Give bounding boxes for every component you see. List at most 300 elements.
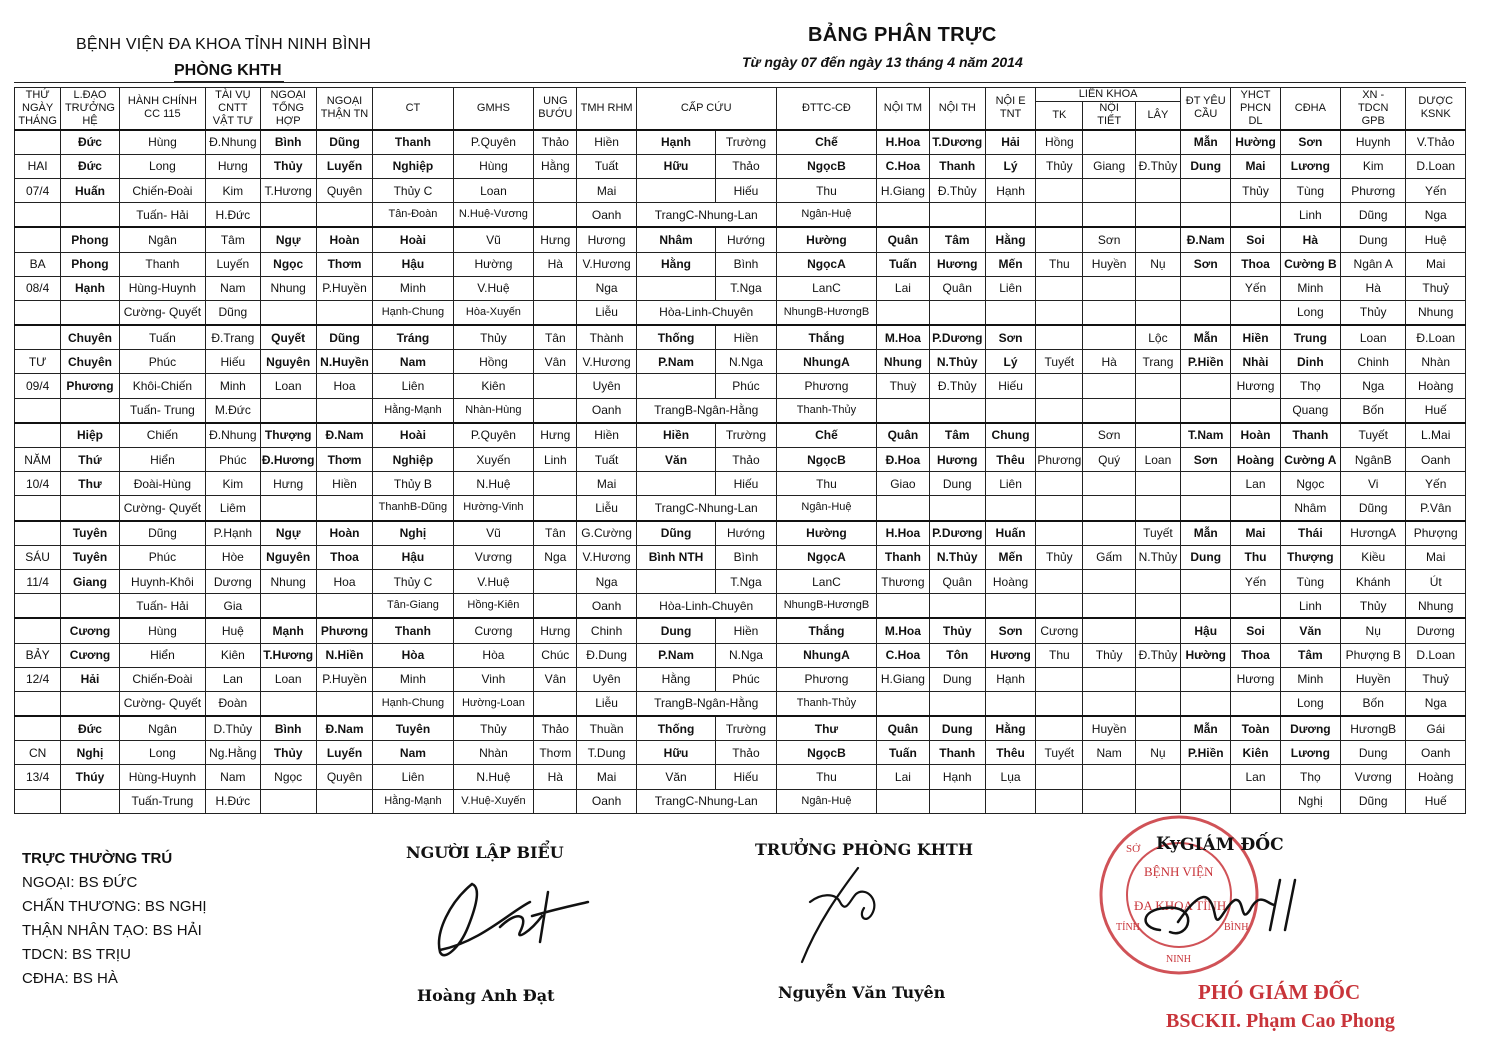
schedule-cell: Thủy [453, 325, 533, 350]
schedule-cell: N.Huyền [316, 350, 372, 374]
schedule-cell: Nga [1406, 203, 1466, 228]
schedule-cell: Cường- Quyết [119, 691, 206, 716]
schedule-cell: Dương [206, 569, 260, 593]
table-row [15, 374, 1466, 398]
schedule-cell: T.Dương [929, 130, 985, 155]
schedule-cell: Dũng [1341, 496, 1406, 521]
col-header-tk: TK [1036, 102, 1083, 130]
schedule-cell: Hằng [534, 154, 577, 178]
schedule-cell: N.Nga [716, 643, 776, 667]
day-cell [15, 325, 61, 350]
schedule-cell [1036, 227, 1083, 252]
schedule-cell [929, 398, 985, 423]
col-header-ct: CT [373, 88, 453, 130]
col-header-dttc: ĐTTC-CĐ [776, 88, 877, 130]
schedule-cell [1083, 496, 1135, 521]
schedule-cell: Uyên [577, 374, 636, 398]
schedule-cell: Loan [1135, 448, 1180, 472]
schedule-cell [1083, 398, 1135, 423]
schedule-cell [1135, 496, 1180, 521]
schedule-cell: Tuyên [373, 716, 453, 741]
schedule-cell: Kiều [1341, 545, 1406, 569]
schedule-cell [316, 789, 372, 813]
schedule-cell [929, 789, 985, 813]
schedule-cell [1135, 765, 1180, 789]
schedule-cell: P.Hạnh [206, 521, 260, 546]
schedule-cell [1036, 521, 1083, 546]
day-cell [15, 618, 61, 643]
schedule-cell: Chiến [119, 423, 206, 448]
schedule-cell: Thọ [1280, 374, 1340, 398]
schedule-cell: Nhàn-Hùng [453, 398, 533, 423]
schedule-cell: Cường- Quyết [119, 496, 206, 521]
schedule-cell: Kiên [206, 643, 260, 667]
schedule-cell: Ngân-Huệ [776, 203, 877, 228]
schedule-cell: Cương [1036, 618, 1083, 643]
schedule-cell [1135, 691, 1180, 716]
schedule-cell: Nhung [260, 569, 316, 593]
schedule-cell: NhungB-HươngB [776, 594, 877, 619]
schedule-cell: Mai [1231, 154, 1280, 178]
schedule-cell: Huyền [1083, 716, 1135, 741]
schedule-cell [1135, 374, 1180, 398]
schedule-cell: Hường [1181, 643, 1231, 667]
schedule-cell: Kim [206, 178, 260, 202]
schedule-cell: Nhàn [453, 741, 533, 765]
schedule-cell: Văn [1280, 618, 1340, 643]
day-cell [15, 521, 61, 546]
schedule-cell: V.Hương [577, 350, 636, 374]
schedule-cell: V.Huệ [453, 276, 533, 300]
schedule-cell: Hà [1341, 276, 1406, 300]
schedule-cell: P.Hiền [1181, 741, 1231, 765]
schedule-cell [534, 594, 577, 619]
schedule-cell [929, 300, 985, 325]
schedule-cell: Thu [1231, 545, 1280, 569]
schedule-cell: Mến [985, 252, 1035, 276]
schedule-cell: Dung [929, 472, 985, 496]
schedule-cell: Phương [776, 667, 877, 691]
table-row [15, 448, 1466, 472]
schedule-cell: Hạnh [985, 178, 1035, 202]
schedule-cell: Hiếu [716, 765, 776, 789]
schedule-cell [1135, 618, 1180, 643]
schedule-cell: Hiền [316, 472, 372, 496]
schedule-cell [1036, 789, 1083, 813]
schedule-cell: Nghiệp [373, 448, 453, 472]
schedule-cell [1181, 496, 1231, 521]
schedule-cell: Quang [1280, 398, 1340, 423]
schedule-cell: Hưng [534, 423, 577, 448]
schedule-cell: Oanh [577, 789, 636, 813]
schedule-cell: Thanh [929, 741, 985, 765]
schedule-cell: Hoàng [985, 569, 1035, 593]
schedule-cell: Liên [373, 765, 453, 789]
schedule-cell [985, 398, 1035, 423]
schedule-cell: Nghị [373, 521, 453, 546]
schedule-cell: Đ.Nam [316, 423, 372, 448]
schedule-cell: Liên [985, 276, 1035, 300]
schedule-cell [1181, 276, 1231, 300]
schedule-cell [1036, 423, 1083, 448]
schedule-cell: Thọ [1280, 765, 1340, 789]
schedule-cell: Hằng [636, 252, 715, 276]
schedule-cell: Chế [776, 423, 877, 448]
schedule-cell [877, 789, 929, 813]
schedule-cell: Hiếu [985, 374, 1035, 398]
schedule-cell: Minh [1280, 667, 1340, 691]
schedule-cell: Cường A [1280, 448, 1340, 472]
resident-duty-block [22, 847, 207, 991]
schedule-cell: Long [119, 154, 206, 178]
schedule-cell: Phúc [716, 374, 776, 398]
schedule-cell: Liên [373, 374, 453, 398]
schedule-cell: Hoàng [1406, 374, 1466, 398]
schedule-cell: P.Hiền [1181, 350, 1231, 374]
schedule-cell: TrangC-Nhung-Lan [636, 789, 776, 813]
schedule-cell: Chiến-Đoài [119, 667, 206, 691]
table-row [15, 594, 1466, 619]
schedule-cell: Đoàn [206, 691, 260, 716]
schedule-cell: Loan [260, 374, 316, 398]
director-signature [1100, 870, 1310, 950]
day-cell [15, 203, 61, 228]
schedule-cell: Huệ [1406, 227, 1466, 252]
schedule-cell: Thủy [453, 716, 533, 741]
schedule-cell [1135, 569, 1180, 593]
schedule-cell [1181, 789, 1231, 813]
schedule-cell: Liễu [577, 691, 636, 716]
schedule-cell: Dung [1181, 154, 1231, 178]
schedule-cell: Dũng [636, 521, 715, 546]
schedule-cell: Vương [453, 545, 533, 569]
schedule-cell: Quân [877, 227, 929, 252]
schedule-cell: Oanh [1406, 448, 1466, 472]
schedule-cell: Hùng [119, 130, 206, 155]
table-row [15, 203, 1466, 228]
schedule-cell: Thống [636, 716, 715, 741]
schedule-cell: Yến [1406, 472, 1466, 496]
schedule-cell [1135, 203, 1180, 228]
col-header-joint-dept: LIÊN KHOA [1036, 88, 1181, 102]
schedule-cell: Vân [534, 667, 577, 691]
schedule-cell: Lương [1280, 154, 1340, 178]
schedule-cell: Minh [1280, 276, 1340, 300]
day-cell [15, 789, 61, 813]
schedule-cell: LanC [776, 276, 877, 300]
schedule-cell: Vương [1341, 765, 1406, 789]
schedule-cell: Thảo [534, 130, 577, 155]
schedule-cell: H.Đức [206, 203, 260, 228]
schedule-cell [1083, 667, 1135, 691]
schedule-cell [1036, 765, 1083, 789]
schedule-cell: Đ.Trang [206, 325, 260, 350]
schedule-cell: Phong [61, 252, 119, 276]
schedule-cell [1083, 618, 1135, 643]
schedule-cell: N.Hiền [316, 643, 372, 667]
preparer-signature [420, 872, 590, 967]
schedule-cell: Thoa [1231, 252, 1280, 276]
schedule-cell: Thảo [716, 741, 776, 765]
schedule-cell [636, 472, 715, 496]
schedule-cell: Thái [1280, 521, 1340, 546]
schedule-cell [1135, 716, 1180, 741]
schedule-cell: Đ.Nhung [206, 130, 260, 155]
schedule-cell: Huế [1406, 789, 1466, 813]
schedule-cell: P.Quyên [453, 130, 533, 155]
schedule-cell: Mến [985, 545, 1035, 569]
schedule-cell: Thủy [260, 154, 316, 178]
resident-duty-title: TRỰC THƯỜNG TRÚ [22, 850, 173, 867]
schedule-cell: NgọcA [776, 252, 877, 276]
schedule-cell [1083, 374, 1135, 398]
schedule-cell: Đức [61, 154, 119, 178]
schedule-cell: Tráng [373, 325, 453, 350]
schedule-cell: Sơn [1083, 227, 1135, 252]
schedule-cell: Hưng [260, 472, 316, 496]
schedule-cell: Tân [534, 521, 577, 546]
schedule-cell: Nụ [1341, 618, 1406, 643]
table-row [15, 276, 1466, 300]
schedule-cell: Hòe [206, 545, 260, 569]
schedule-cell: Cường B [1280, 252, 1340, 276]
schedule-cell [1181, 472, 1231, 496]
schedule-cell: Đ.Loan [1406, 325, 1466, 350]
day-date: 11/4 [15, 569, 61, 593]
schedule-cell: Hiếu [716, 178, 776, 202]
schedule-cell: Lai [877, 276, 929, 300]
schedule-cell: Chiến-Đoài [119, 178, 206, 202]
schedule-cell: Tuấn [877, 741, 929, 765]
schedule-cell: Quân [929, 569, 985, 593]
table-row [15, 398, 1466, 423]
schedule-cell: Luyến [316, 741, 372, 765]
schedule-cell: Ngân [119, 227, 206, 252]
schedule-cell: Thủy [1036, 154, 1083, 178]
schedule-cell: Tâm [929, 423, 985, 448]
day-cell [15, 227, 61, 252]
schedule-cell: Hiền [1231, 325, 1280, 350]
schedule-cell: T.Hương [260, 643, 316, 667]
schedule-cell: Dinh [1280, 350, 1340, 374]
schedule-cell: TrangB-Ngân-Hằng [636, 691, 776, 716]
schedule-cell: Thảo [716, 448, 776, 472]
schedule-cell: Huyền [1341, 667, 1406, 691]
schedule-cell: M.Đức [206, 398, 260, 423]
schedule-cell [1181, 300, 1231, 325]
schedule-cell: LanC [776, 569, 877, 593]
schedule-cell [1181, 691, 1231, 716]
schedule-cell: Hải [61, 667, 119, 691]
day-date: 09/4 [15, 374, 61, 398]
schedule-cell: Nhài [1231, 350, 1280, 374]
schedule-cell: Hùng-Huynh [119, 765, 206, 789]
schedule-cell: Phúc [716, 667, 776, 691]
schedule-cell: Dũng [1341, 203, 1406, 228]
schedule-cell: N.Nga [716, 350, 776, 374]
schedule-cell: Hậu [373, 252, 453, 276]
schedule-cell [1135, 789, 1180, 813]
schedule-cell: N.Thủy [929, 545, 985, 569]
schedule-cell: P.Quyên [453, 423, 533, 448]
schedule-cell: Hậu [1181, 618, 1231, 643]
schedule-cell: NhungA [776, 643, 877, 667]
schedule-cell [1083, 203, 1135, 228]
schedule-cell: Thoa [316, 545, 372, 569]
schedule-cell: Nghiệp [373, 154, 453, 178]
schedule-cell: Thảo [534, 716, 577, 741]
schedule-cell: Hữu [636, 741, 715, 765]
schedule-cell: Phương [61, 374, 119, 398]
schedule-cell: Huấn [61, 178, 119, 202]
schedule-cell: Nghị [61, 741, 119, 765]
schedule-cell: Hùng [119, 618, 206, 643]
schedule-cell: Soi [1231, 618, 1280, 643]
schedule-cell: Loan [1341, 325, 1406, 350]
schedule-cell: Nam [1083, 741, 1135, 765]
schedule-cell: Tân-Giang [373, 594, 453, 619]
schedule-cell: Văn [636, 448, 715, 472]
col-header-cardio: NỘI TM [877, 88, 929, 130]
schedule-cell [260, 398, 316, 423]
col-header-kidney-surgery: NGOẠI THẬN TN [316, 88, 372, 130]
schedule-cell: Đ.Thủy [929, 374, 985, 398]
schedule-cell: Oanh [1406, 741, 1466, 765]
schedule-cell: Quyết [260, 325, 316, 350]
schedule-cell: Hương [1231, 667, 1280, 691]
schedule-cell: Nhâm [1280, 496, 1340, 521]
schedule-cell: Hương [929, 448, 985, 472]
schedule-cell: Thảo [716, 154, 776, 178]
schedule-cell: Hòa-Linh-Chuyên [636, 594, 776, 619]
schedule-cell [877, 300, 929, 325]
schedule-cell [1036, 691, 1083, 716]
schedule-cell: Hà [1280, 227, 1340, 252]
schedule-cell: Luyến [206, 252, 260, 276]
schedule-cell: Thơm [316, 252, 372, 276]
schedule-cell: Hữu [636, 154, 715, 178]
schedule-cell [985, 203, 1035, 228]
schedule-cell: Loan [453, 178, 533, 202]
schedule-cell [877, 496, 929, 521]
day-label: BA [15, 252, 61, 276]
schedule-cell: Nụ [1135, 252, 1180, 276]
schedule-cell: Thủy [1231, 178, 1280, 202]
schedule-cell: Linh [534, 448, 577, 472]
schedule-cell [1036, 472, 1083, 496]
schedule-cell: V.Hương [577, 252, 636, 276]
schedule-cell: Ngân-Huệ [776, 789, 877, 813]
schedule-cell: Đ.Thủy [1135, 154, 1180, 178]
schedule-cell: M.Hoa [877, 618, 929, 643]
day-cell [15, 716, 61, 741]
schedule-cell [1083, 300, 1135, 325]
schedule-cell: Thủy B [373, 472, 453, 496]
schedule-cell: Thu [776, 178, 877, 202]
schedule-cell: D.Loan [1406, 154, 1466, 178]
schedule-cell: Hường [453, 252, 533, 276]
col-header-gmhs: GMHS [453, 88, 533, 130]
schedule-cell: Đ.Thủy [929, 178, 985, 202]
schedule-cell: Phượng B [1341, 643, 1406, 667]
schedule-cell: Mai [577, 178, 636, 202]
schedule-cell: Phương [776, 374, 877, 398]
schedule-cell: Đ.Nhung [206, 423, 260, 448]
schedule-cell: Thủy [1083, 643, 1135, 667]
schedule-cell: Hiệp [61, 423, 119, 448]
schedule-cell: Nhung [877, 350, 929, 374]
schedule-cell: Hồng [1036, 130, 1083, 155]
schedule-cell: T.Nga [716, 569, 776, 593]
schedule-cell [1036, 203, 1083, 228]
department-name: PHÒNG KHTH [174, 62, 282, 79]
day-cell [15, 398, 61, 423]
schedule-cell: Hòa-Xuyến [453, 300, 533, 325]
schedule-cell: Hà [1083, 350, 1135, 374]
schedule-cell [316, 691, 372, 716]
schedule-cell: Thu [776, 472, 877, 496]
schedule-cell: Nguyên [260, 545, 316, 569]
schedule-cell [1036, 374, 1083, 398]
schedule-cell: Sơn [1280, 130, 1340, 155]
schedule-cell: Phương [1036, 448, 1083, 472]
schedule-cell: Huynh [1341, 130, 1406, 155]
schedule-cell: Chuyên [61, 325, 119, 350]
schedule-cell [61, 300, 119, 325]
day-label: NĂM [15, 448, 61, 472]
schedule-cell: Phúc [119, 545, 206, 569]
schedule-cell: Dung [1341, 741, 1406, 765]
schedule-cell: Tân-Đoàn [373, 203, 453, 228]
schedule-cell: Dũng [316, 130, 372, 155]
schedule-cell: Văn [636, 765, 715, 789]
schedule-cell [1135, 276, 1180, 300]
schedule-cell [260, 789, 316, 813]
schedule-cell: Đ.Dung [577, 643, 636, 667]
schedule-cell: Thanh [929, 154, 985, 178]
schedule-cell [1036, 496, 1083, 521]
schedule-cell: TrangC-Nhung-Lan [636, 203, 776, 228]
schedule-cell: Nam [373, 350, 453, 374]
schedule-cell: Nga [534, 545, 577, 569]
schedule-cell: Mẫn [1181, 130, 1231, 155]
schedule-cell: Đ.Nam [1181, 227, 1231, 252]
col-header-pharmacy: DƯỢC KSNK [1406, 88, 1466, 130]
schedule-cell: Mẫn [1181, 325, 1231, 350]
schedule-cell: P.Dương [929, 325, 985, 350]
schedule-cell [1083, 325, 1135, 350]
schedule-cell: Hòa [373, 643, 453, 667]
day-label: SÁU [15, 545, 61, 569]
schedule-cell: Hồng-Kiên [453, 594, 533, 619]
resident-duty-line: THẬN NHÂN TẠO: BS HẢI [22, 922, 202, 939]
schedule-cell: Nga [1341, 374, 1406, 398]
schedule-cell: Thanh [373, 618, 453, 643]
schedule-cell: Dũng [1341, 789, 1406, 813]
schedule-cell: Hiển [119, 448, 206, 472]
schedule-cell: Gái [1406, 716, 1466, 741]
schedule-cell: Dung [636, 618, 715, 643]
schedule-cell: Hồng [453, 350, 533, 374]
schedule-cell: Linh [1280, 594, 1340, 619]
schedule-cell: Loan [260, 667, 316, 691]
schedule-cell: Oanh [577, 398, 636, 423]
schedule-cell: Út [1406, 569, 1466, 593]
schedule-cell [1036, 276, 1083, 300]
schedule-cell: Lan [206, 667, 260, 691]
table-row [15, 789, 1466, 813]
schedule-cell: Giang [1083, 154, 1135, 178]
